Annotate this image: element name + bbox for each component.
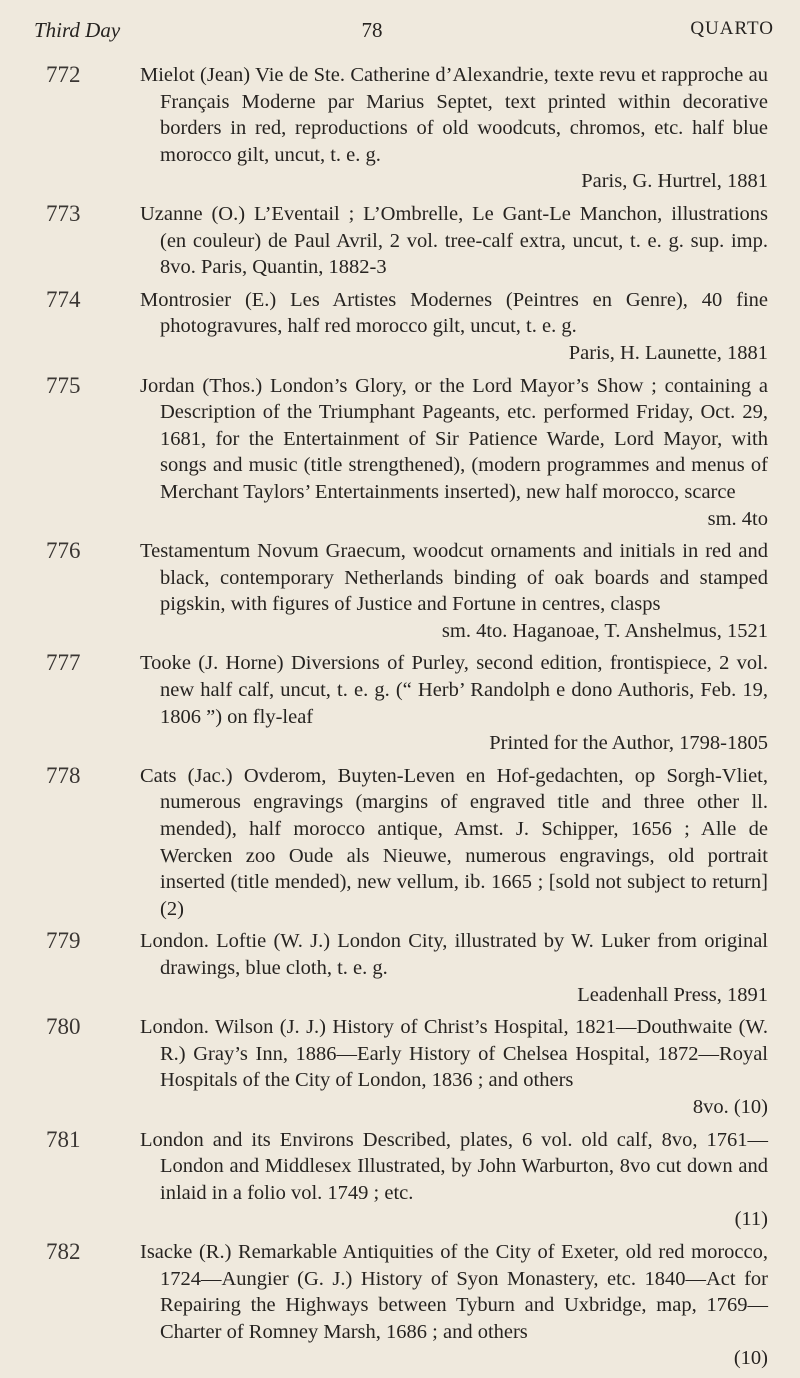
lot-description: London. Wilson (J. J.) History of Christ’s Hospital, 1821—Douthwaite (W. R.) Gray’s Inn, 1886—Early History of Chelsea Hospital, 1872—Royal Hospitals of the City of London, 1836 ; and others bbox=[140, 1016, 768, 1092]
lot-number: 781 bbox=[46, 1126, 81, 1152]
lot-description: Isacke (R.) Remarkable Antiquities of the City of Exeter, old red morocco, 1724—Aungier (G. J.) History of Syon Monastery, etc. 1840—Act for Repairing the Highways between Tyburn and Uxbridge, map, 1769—Charter of Romney Marsh, 1686 ; and others bbox=[140, 1240, 768, 1343]
lot-description: Mielot (Jean) Vie de Ste. Catherine d’Alexandrie, texte revu et rapproche au Français Moderne par Marius Septet, text printed within decorative borders in red, reproductions of old woodcuts, chromos, etc. half blue morocco gilt, uncut, t. e. g. bbox=[140, 64, 768, 166]
lot-entry bbox=[0, 763, 800, 923]
lot-entry bbox=[0, 1239, 800, 1372]
format-label: QUARTO bbox=[690, 18, 774, 39]
lot-number: 773 bbox=[46, 200, 81, 226]
lot-number: 775 bbox=[46, 372, 81, 398]
lot-entry bbox=[0, 287, 800, 367]
lot-number: 772 bbox=[46, 62, 81, 87]
lot-number: 780 bbox=[46, 1014, 81, 1040]
lot-description: Cats (Jac.) Ovderom, Buyten-Leven en Hof-gedachten, op Sorgh-Vliet, numerous engravings (margins of engraved title and three other ll. mended), half morocco antique, Amst. J. Schipper, 1656 ; Alle de Wercken zoo Oude als Nieuwe, numerous engravings, old portrait inserted (title mended), new vellum, ib. 1665 ; [sold not subject to return] (2) bbox=[140, 764, 768, 920]
lot-imprint: Leadenhall Press, 1891 bbox=[577, 983, 768, 1006]
lot-entry bbox=[0, 1014, 800, 1120]
lot-imprint: sm. 4to. Haganoae, T. Anshelmus, 1521 bbox=[441, 619, 768, 642]
lot-number: 776 bbox=[46, 538, 81, 564]
page-header bbox=[34, 18, 774, 48]
lot-entry bbox=[0, 650, 800, 756]
running-head: Third Day bbox=[34, 18, 121, 42]
lot-list bbox=[0, 62, 800, 1378]
lot-number: 782 bbox=[46, 1238, 81, 1264]
lot-entry bbox=[0, 928, 800, 1008]
lot-description: Montrosier (E.) Les Artistes Modernes (Peintres en Genre), 40 fine photogravures, half red morocco gilt, uncut, t. e. g. bbox=[140, 288, 768, 338]
lot-description: London and its Environs Described, plates, 6 vol. old calf, 8vo, 1761—London and Middlesex Illustrated, by John Warburton, 8vo cut down and inlaid in a folio vol. 1749 ; etc. bbox=[140, 1128, 768, 1204]
lot-imprint: Paris, G. Hurtrel, 1881 bbox=[581, 170, 768, 193]
lot-imprint: sm. 4to bbox=[707, 507, 768, 530]
lot-imprint: Printed for the Author, 1798-1805 bbox=[489, 732, 768, 755]
lot-description: London. Loftie (W. J.) London City, illustrated by W. Luker from original drawings, blue cloth, t. e. g. bbox=[140, 930, 768, 979]
lot-description: Uzanne (O.) L’Eventail ; L’Ombrelle, Le Gant-Le Manchon, illustrations (en couleur) de Paul Avril, 2 vol. tree-calf extra, uncut, t. e. g. sup. imp. 8vo. Paris, Quantin, 1882-3 bbox=[140, 202, 768, 279]
lot-description: Tooke (J. Horne) Diversions of Purley, second edition, frontispiece, 2 vol. new half calf, uncut, t. e. g. (“ Herb’ Randolph e dono Authoris, Feb. 19, 1806 ”) on fly-leaf bbox=[140, 652, 768, 728]
lot-imprint: Paris, H. Launette, 1881 bbox=[568, 341, 768, 364]
lot-number: 779 bbox=[46, 928, 81, 954]
lot-imprint: (10) bbox=[733, 1347, 768, 1370]
lot-entry bbox=[0, 62, 800, 195]
lot-entry bbox=[0, 201, 800, 281]
lot-number: 778 bbox=[46, 762, 81, 788]
lot-number: 774 bbox=[46, 286, 81, 312]
lot-imprint: 8vo. (10) bbox=[692, 1095, 768, 1118]
lot-entry bbox=[0, 538, 800, 644]
lot-number: 777 bbox=[46, 650, 81, 676]
lot-entry bbox=[0, 1127, 800, 1233]
page-number: 78 bbox=[361, 18, 383, 42]
lot-description: Testamentum Novum Graecum, woodcut ornaments and initials in red and black, contemporary Netherlands binding of oak boards and stamped pigskin, with figures of Justice and Fortune in centres, clasps bbox=[140, 540, 768, 616]
lot-imprint: (11) bbox=[734, 1208, 768, 1231]
lot-entry bbox=[0, 373, 800, 533]
lot-description: Jordan (Thos.) London’s Glory, or the Lord Mayor’s Show ; containing a Description of the Triumphant Pageants, etc. performed Friday, Oct. 29, 1681, for the Entertainment of Sir Patience Warde, Lord Mayor, with songs and music (title strengthened), (modern programmes and menus of Merchant Taylors’ Entertainments inserted), new half morocco, scarce bbox=[140, 374, 768, 503]
